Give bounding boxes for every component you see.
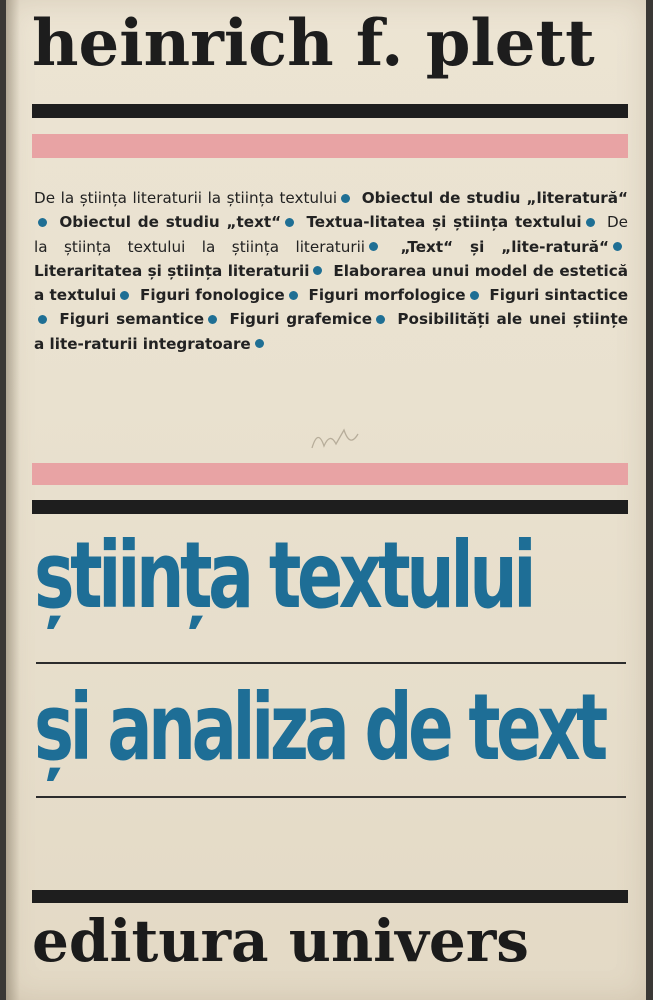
bullet-dot-icon xyxy=(613,242,622,251)
title-rule-2 xyxy=(36,796,626,798)
bullet-dot-icon xyxy=(369,242,378,251)
contents-item: Figuri grafemice xyxy=(229,310,373,329)
bottom-black-bar xyxy=(32,890,628,903)
middle-black-bar xyxy=(32,500,628,514)
contents-item: Figuri sintactice xyxy=(489,286,628,305)
spine-shadow xyxy=(6,0,20,1000)
author-name: heinrich f. plett xyxy=(32,6,595,81)
middle-pink-bar xyxy=(32,463,628,485)
top-pink-bar xyxy=(32,134,628,158)
contents-item: Obiectul de studiu „text“ xyxy=(59,213,282,232)
bullet-dot-icon xyxy=(120,291,129,300)
contents-item: Obiectul de studiu „literatură“ xyxy=(361,189,628,207)
bullet-dot-icon xyxy=(376,315,385,324)
contents-item: Literaritatea și știința literaturii xyxy=(34,261,310,280)
contents-item: De la știința literaturii la știința textului xyxy=(34,189,338,207)
bullet-dot-icon xyxy=(586,218,595,227)
contents-item: Figuri fonologice xyxy=(140,286,285,305)
bullet-dot-icon xyxy=(313,266,322,275)
top-black-bar xyxy=(32,104,628,118)
bullet-dot-icon xyxy=(38,218,47,227)
table-of-contents xyxy=(34,186,628,356)
book-title-line-2: și analiza de text xyxy=(34,674,604,781)
contents-item: Elaborarea unui model de estetică a textului xyxy=(34,261,628,305)
book-cover xyxy=(6,0,646,1000)
book-title-line-1: știința textului xyxy=(34,522,533,629)
contents-item: „Text“ și „lite-ratură“ xyxy=(400,237,609,256)
contents-item: Figuri morfologice xyxy=(308,286,466,305)
bullet-dot-icon xyxy=(38,315,47,324)
bullet-dot-icon xyxy=(341,194,350,203)
bullet-dot-icon xyxy=(208,315,217,324)
contents-item: Posibilități ale unei științe a lite-raturii integratoare xyxy=(34,310,629,353)
bullet-dot-icon xyxy=(255,339,264,348)
publisher-name: editura univers xyxy=(32,907,529,975)
bullet-dot-icon xyxy=(285,218,294,227)
title-rule-1 xyxy=(36,662,626,664)
pencil-scribble xyxy=(306,418,386,458)
bullet-dot-icon xyxy=(289,291,298,300)
bullet-dot-icon xyxy=(470,291,479,300)
contents-item: Textua-litatea și știința textului xyxy=(306,213,582,232)
contents-item: Figuri semantice xyxy=(59,310,205,329)
contents-item: De la știința textului la știința literaturii xyxy=(34,213,629,256)
